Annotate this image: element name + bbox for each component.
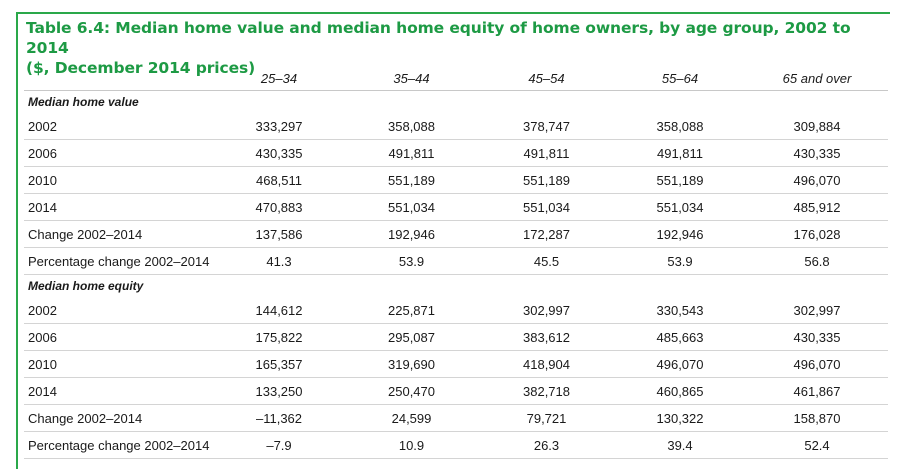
table-row	[24, 432, 888, 459]
table-cell: 319,690	[344, 351, 479, 378]
data-table	[24, 66, 888, 459]
table-cell: 330,543	[614, 297, 746, 324]
table-cell: 309,884	[746, 113, 888, 140]
column-header: 55–64	[614, 66, 746, 91]
table-cell: –11,362	[214, 405, 344, 432]
row-label: 2006	[24, 324, 214, 351]
table-cell: 41.3	[214, 248, 344, 275]
table-cell: 551,034	[614, 194, 746, 221]
table-cell: 430,335	[746, 324, 888, 351]
table-row	[24, 194, 888, 221]
table-cell: 192,946	[344, 221, 479, 248]
table-cell: 551,034	[479, 194, 614, 221]
column-header: 35–44	[344, 66, 479, 91]
table-row	[24, 140, 888, 167]
table-cell: 24,599	[344, 405, 479, 432]
section-heading: Median home value	[28, 95, 139, 109]
table-row	[24, 248, 888, 275]
table-cell: 460,865	[614, 378, 746, 405]
section-header-row	[24, 275, 888, 298]
table-cell: 485,912	[746, 194, 888, 221]
table-cell: 56.8	[746, 248, 888, 275]
table-title-line-2: ($, December 2014 prices)	[26, 59, 256, 77]
table-cell: 192,946	[614, 221, 746, 248]
table-cell: 26.3	[479, 432, 614, 459]
table-cell: 158,870	[746, 405, 888, 432]
table-cell: 52.4	[746, 432, 888, 459]
table-cell: 358,088	[614, 113, 746, 140]
table-cell: 302,997	[479, 297, 614, 324]
column-header: 45–54	[479, 66, 614, 91]
table-cell: –7.9	[214, 432, 344, 459]
table-cell: 137,586	[214, 221, 344, 248]
table-cell: 53.9	[614, 248, 746, 275]
row-label: Change 2002–2014	[24, 405, 214, 432]
row-label: Change 2002–2014	[24, 221, 214, 248]
table-cell: 551,189	[479, 167, 614, 194]
table-cell: 496,070	[746, 167, 888, 194]
table-cell: 176,028	[746, 221, 888, 248]
row-label: Percentage change 2002–2014	[24, 432, 214, 459]
table-row	[24, 405, 888, 432]
table-cell: 144,612	[214, 297, 344, 324]
table-cell: 130,322	[614, 405, 746, 432]
table-cell: 382,718	[479, 378, 614, 405]
table-cell: 45.5	[479, 248, 614, 275]
table-cell: 79,721	[479, 405, 614, 432]
table-cell: 551,189	[344, 167, 479, 194]
table-cell: 53.9	[344, 248, 479, 275]
column-header: 65 and over	[746, 66, 888, 91]
table-cell: 430,335	[746, 140, 888, 167]
row-label: 2010	[24, 167, 214, 194]
table-cell: 468,511	[214, 167, 344, 194]
column-header: 25–34	[214, 66, 344, 91]
table-row	[24, 221, 888, 248]
row-label: 2006	[24, 140, 214, 167]
table-cell: 461,867	[746, 378, 888, 405]
table-cell: 491,811	[614, 140, 746, 167]
row-label: 2014	[24, 378, 214, 405]
table-row	[24, 297, 888, 324]
table-cell: 383,612	[479, 324, 614, 351]
table-cell: 333,297	[214, 113, 344, 140]
row-label: 2010	[24, 351, 214, 378]
table-cell: 378,747	[479, 113, 614, 140]
table-cell: 302,997	[746, 297, 888, 324]
row-label: 2014	[24, 194, 214, 221]
table-row	[24, 378, 888, 405]
row-label: 2002	[24, 113, 214, 140]
section-header-row	[24, 91, 888, 114]
table-cell: 418,904	[479, 351, 614, 378]
table-cell: 496,070	[746, 351, 888, 378]
table-cell: 496,070	[614, 351, 746, 378]
table-cell: 551,189	[614, 167, 746, 194]
table-cell: 358,088	[344, 113, 479, 140]
table-cell: 551,034	[344, 194, 479, 221]
table-title-line-1: Table 6.4: Median home value and median home equity of home owners, by age group, 2002 to 2014	[26, 19, 851, 57]
table-cell: 250,470	[344, 378, 479, 405]
table-cell: 10.9	[344, 432, 479, 459]
table-cell: 491,811	[344, 140, 479, 167]
table-cell: 165,357	[214, 351, 344, 378]
table-cell: 295,087	[344, 324, 479, 351]
table-cell: 133,250	[214, 378, 344, 405]
row-label: Percentage change 2002–2014	[24, 248, 214, 275]
table-row	[24, 113, 888, 140]
column-header-empty	[24, 66, 214, 91]
row-label: 2002	[24, 297, 214, 324]
table-cell: 175,822	[214, 324, 344, 351]
table-cell: 172,287	[479, 221, 614, 248]
table-row	[24, 351, 888, 378]
section-heading: Median home equity	[28, 279, 144, 293]
column-header-row	[24, 66, 888, 91]
table-row	[24, 324, 888, 351]
table-cell: 430,335	[214, 140, 344, 167]
table-cell: 491,811	[479, 140, 614, 167]
table-cell: 470,883	[214, 194, 344, 221]
table-cell: 485,663	[614, 324, 746, 351]
table-cell: 225,871	[344, 297, 479, 324]
table-row	[24, 167, 888, 194]
table-cell: 39.4	[614, 432, 746, 459]
